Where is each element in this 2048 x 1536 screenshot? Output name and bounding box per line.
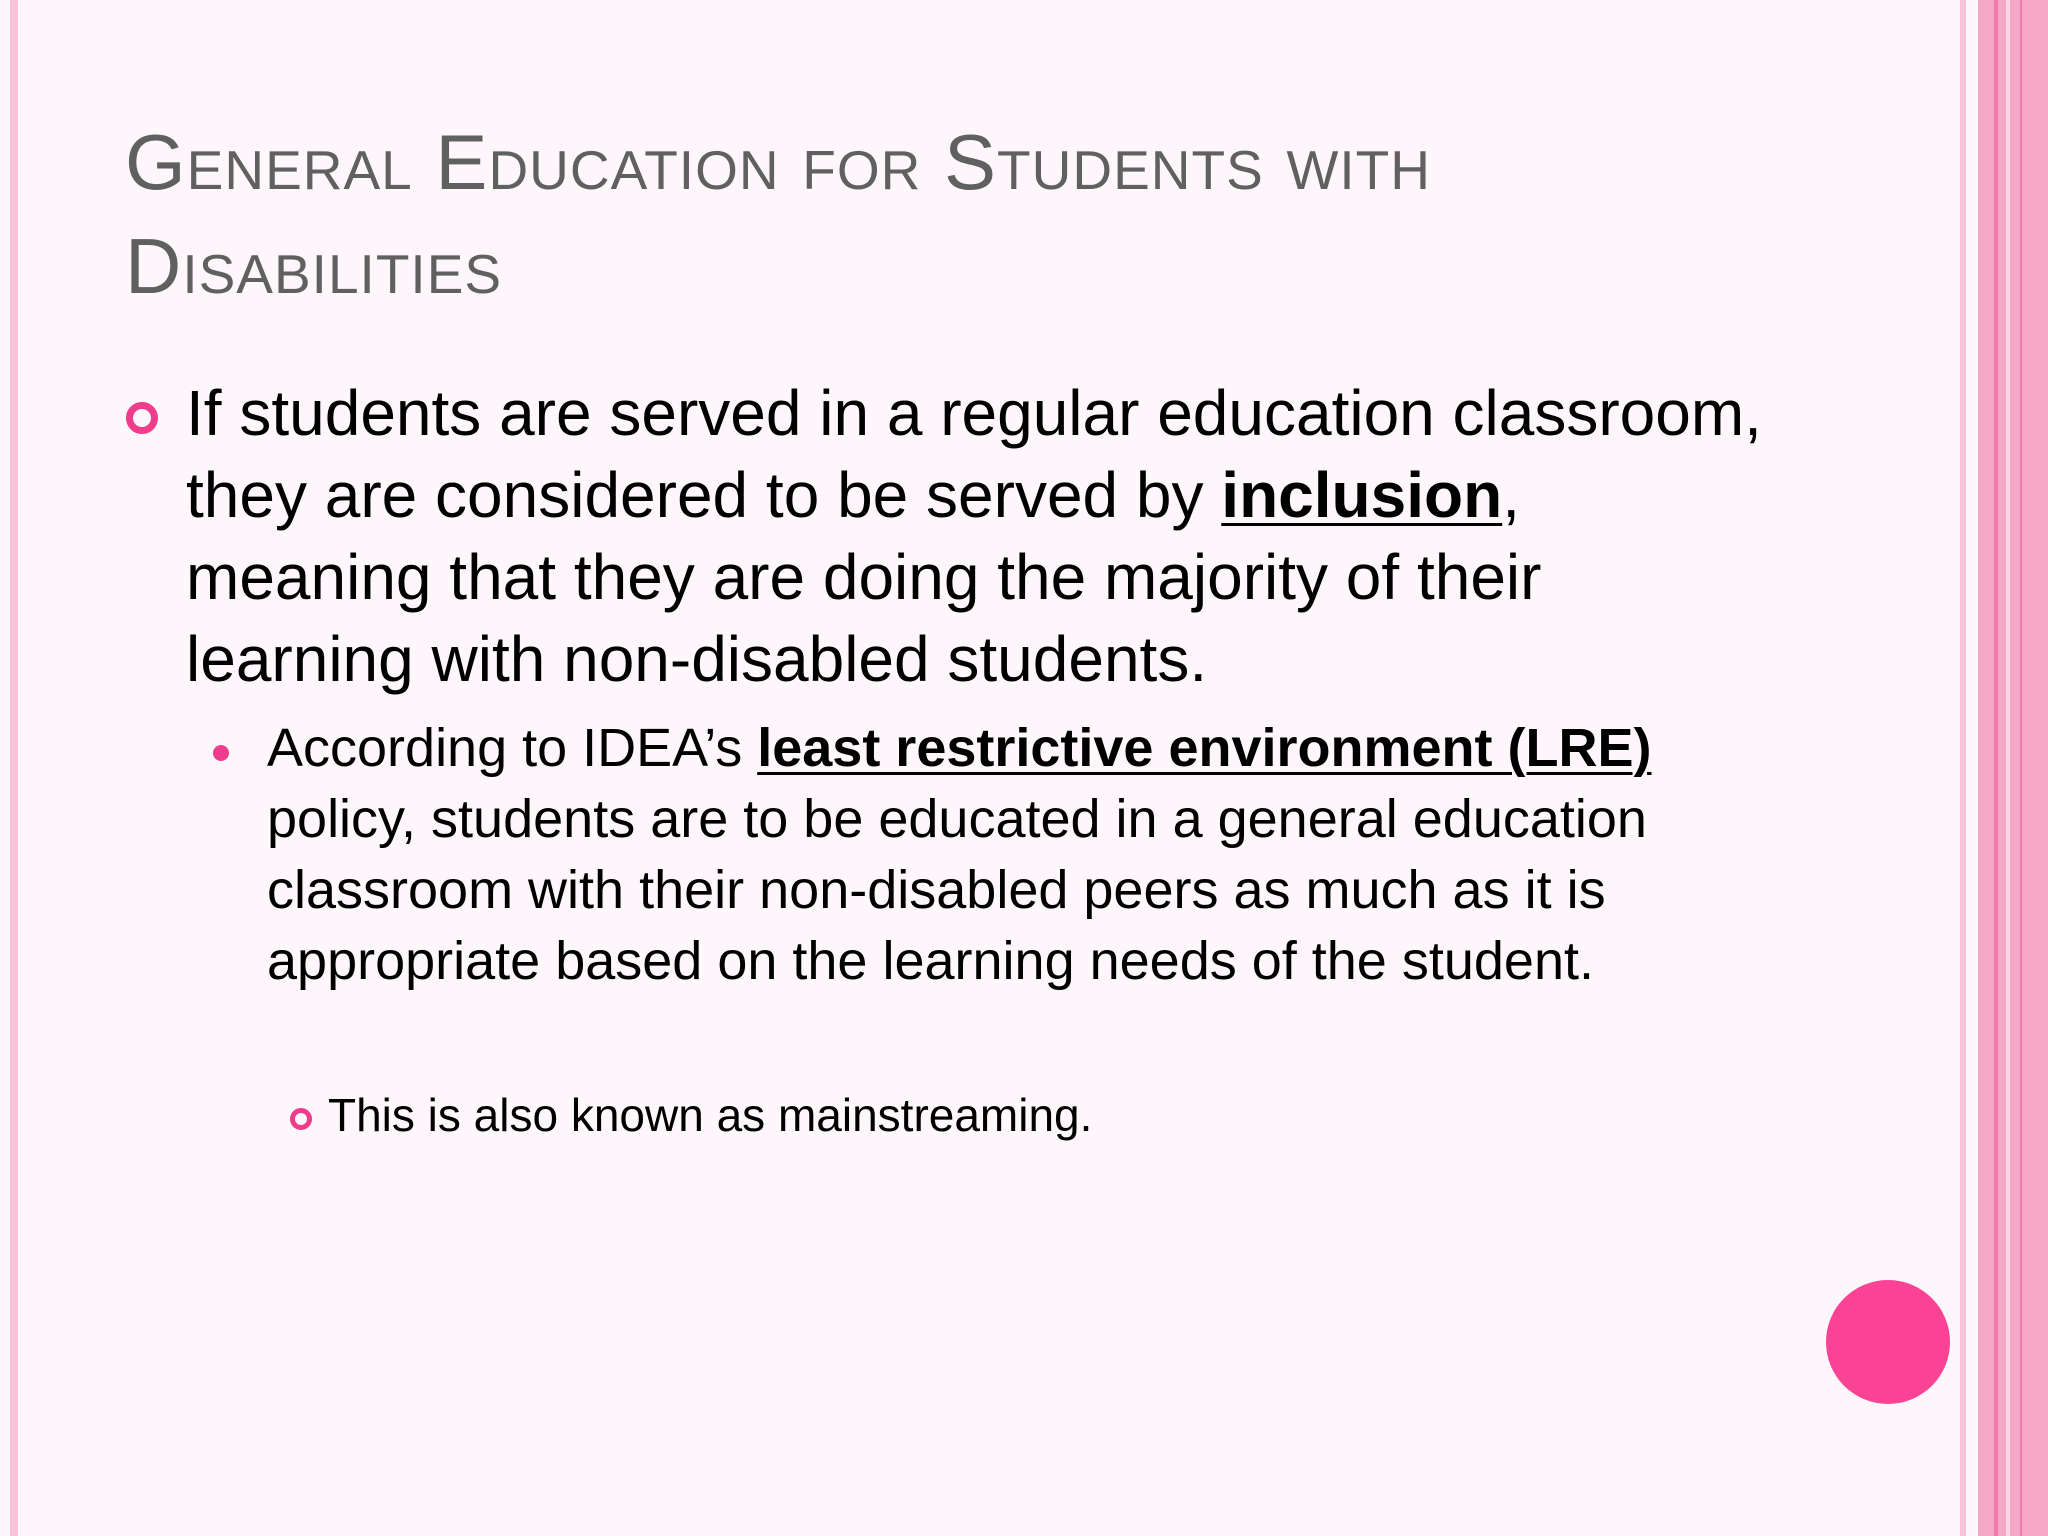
frame-line-left [10, 0, 18, 1536]
ring-bullet-icon [126, 402, 158, 434]
dot-bullet-icon [213, 745, 229, 761]
keyword-lre: least restrictive environment (LRE) [757, 718, 1652, 778]
bullet-1-text-before: If students are served in a regular education classroom, they are considered to be served by [186, 377, 1762, 531]
decorative-circle [1826, 1280, 1950, 1404]
frame-line-right-4 [2020, 0, 2022, 1536]
frame-band-right [1978, 0, 2048, 1536]
frame-line-right-2 [1994, 0, 1998, 1536]
frame-line-right-3 [2006, 0, 2010, 1536]
slide-title [125, 110, 1845, 318]
bullet-2-text-before: According to IDEA’s [267, 718, 758, 778]
bullet-level-3 [328, 1085, 1728, 1145]
bullet-level-1 [186, 372, 1776, 700]
title-line-1: General Education for Students with [125, 118, 1431, 206]
bullet-2-text-after: policy, students are to be educated in a general education classroom with their non-disabled peers as much as it is appropriate based on the learning needs of the student. [267, 789, 1647, 991]
keyword-inclusion: inclusion [1221, 459, 1503, 531]
bullet-1-text-after: , meaning that they are doing the majority of their learning with non-disabled students. [186, 459, 1542, 695]
title-line-2: Disabilities [125, 222, 503, 310]
bullet-3-text: This is also known as mainstreaming. [328, 1089, 1093, 1141]
bullet-level-2 [267, 713, 1787, 997]
small-ring-bullet-icon [290, 1108, 312, 1130]
frame-line-right-1 [1960, 0, 1966, 1536]
